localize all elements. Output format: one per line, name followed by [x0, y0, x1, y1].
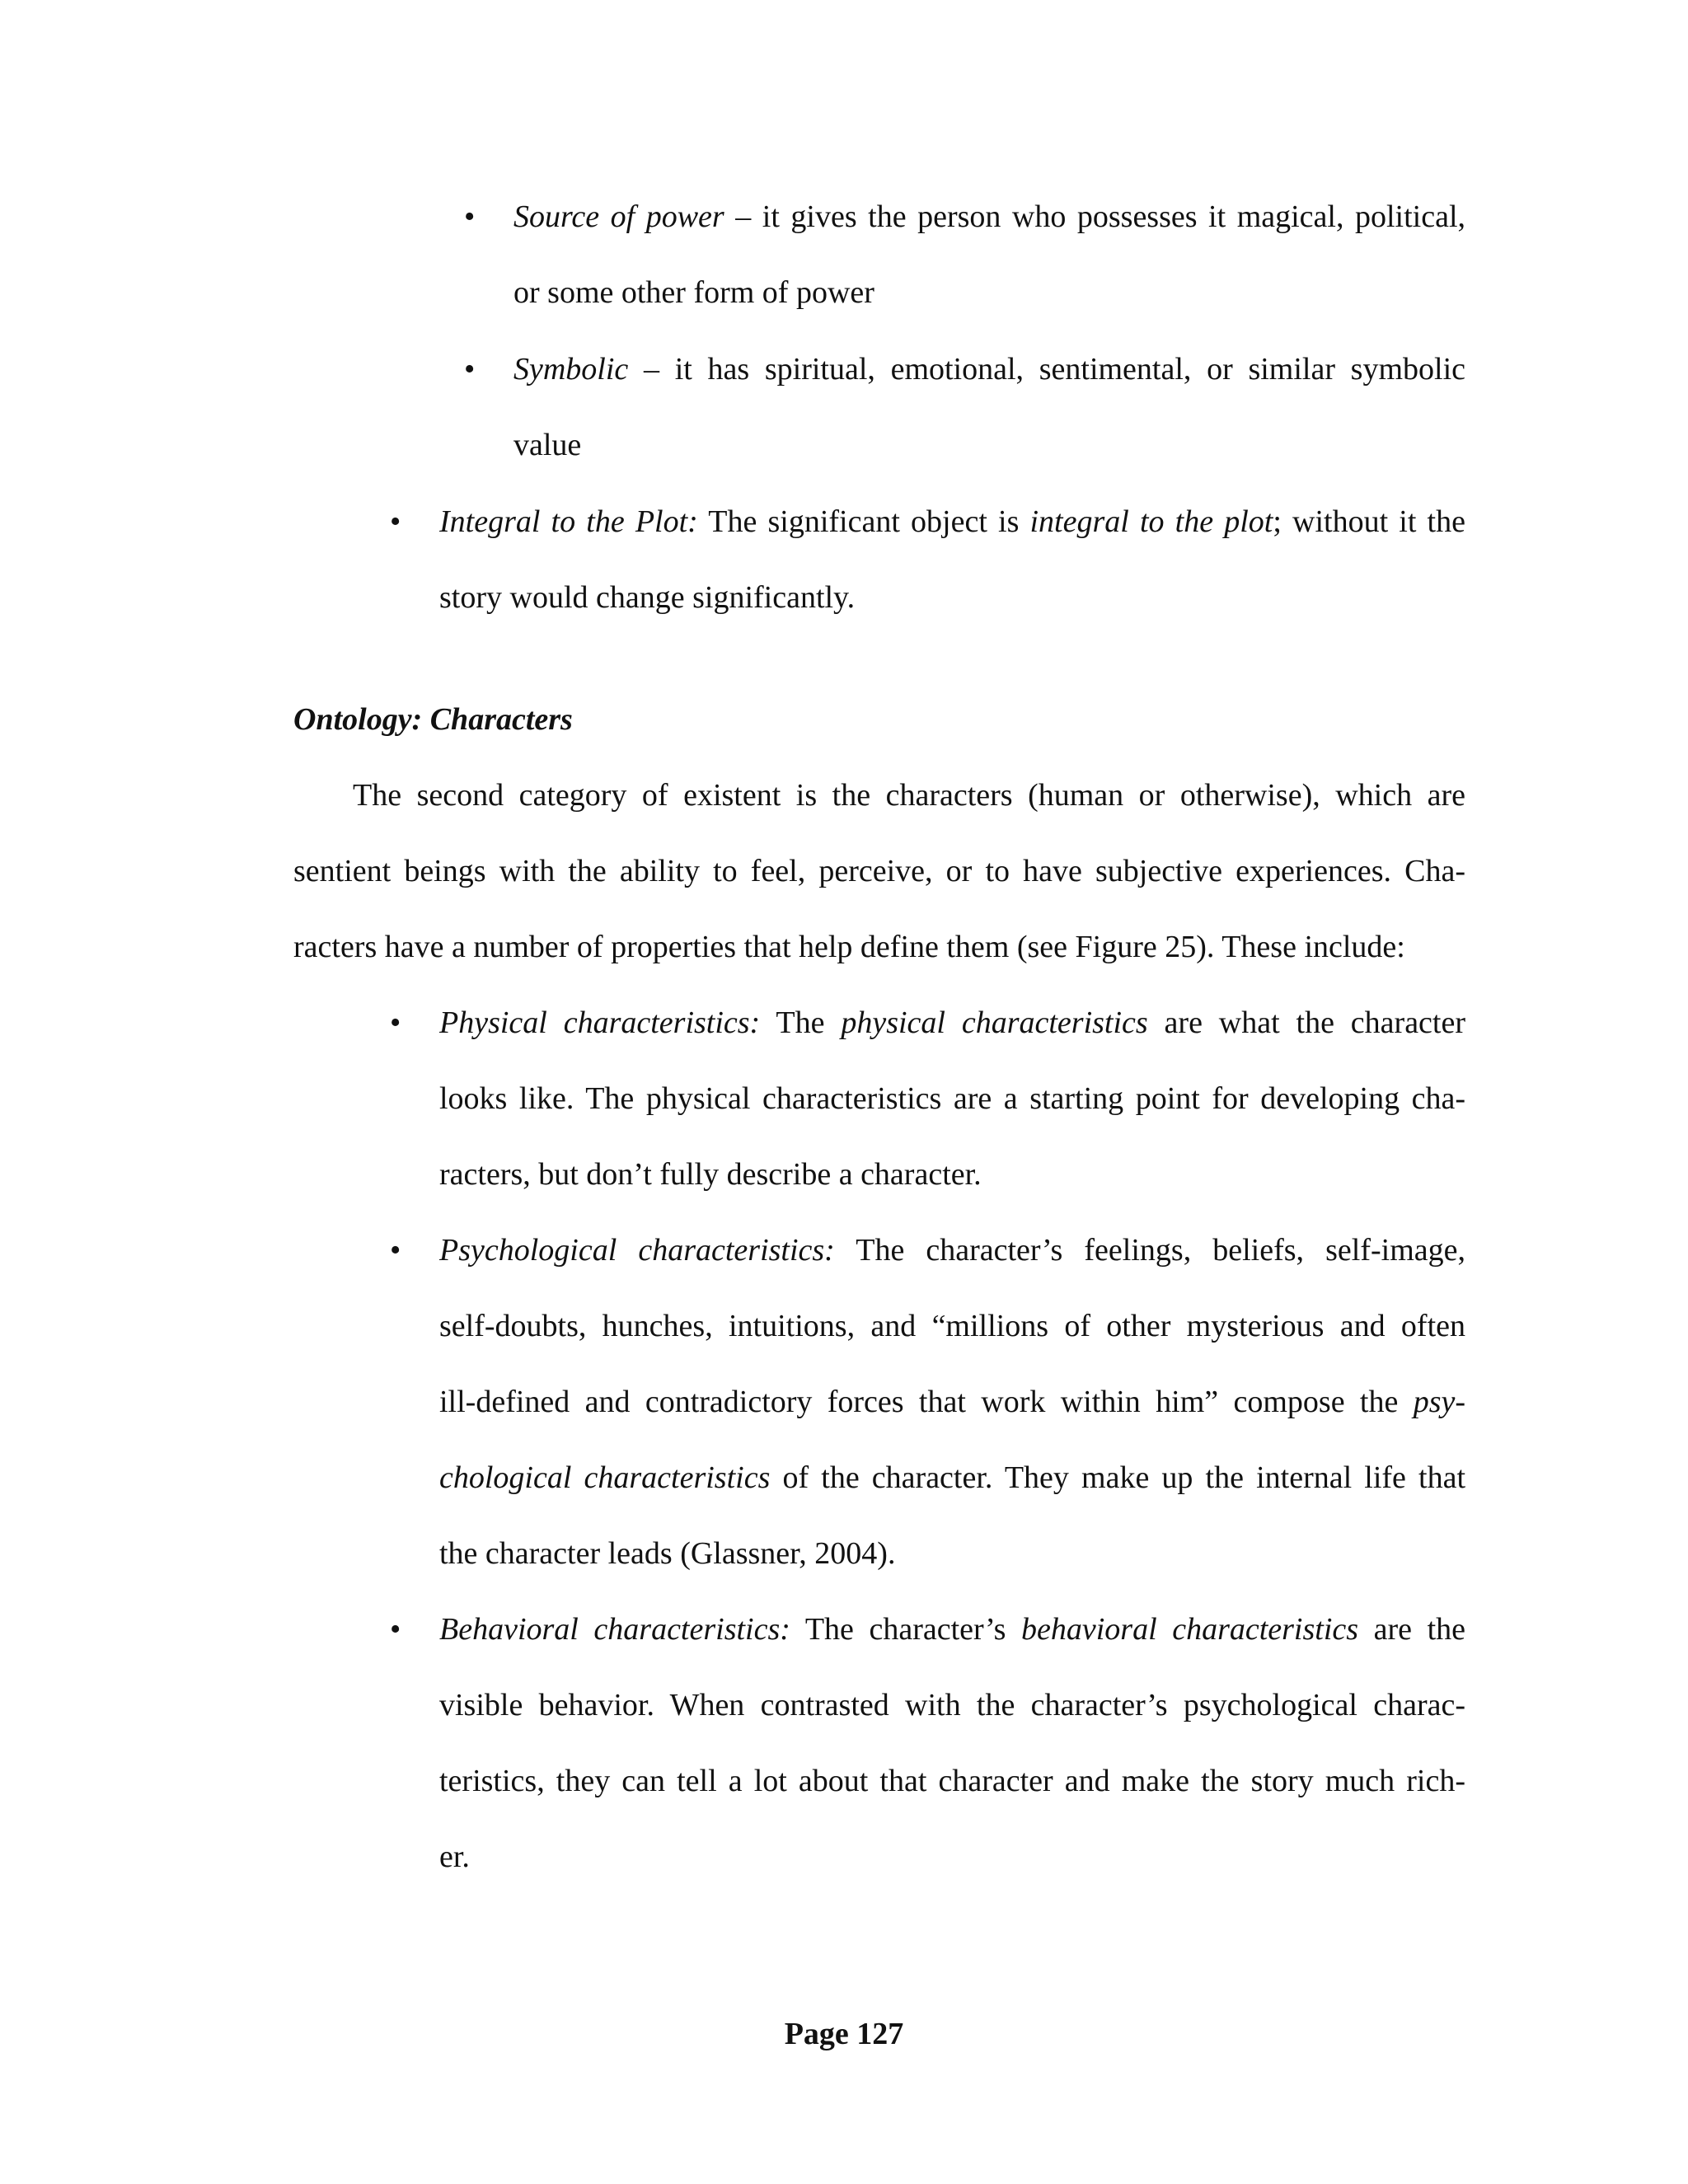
list-item-physical [439, 1004, 1465, 1042]
bullet-glyph: • [464, 199, 476, 234]
item-text-continued: story would change significantly. [439, 580, 856, 615]
paragraph-line: The second category of existent is the characters (human or otherwise), which are [353, 778, 1465, 813]
item-text: ill-defined and contradictory forces that work within him” compose the [439, 1385, 1399, 1419]
item-text: The character’s [804, 1612, 1006, 1647]
bullet-glyph: • [390, 1612, 401, 1647]
list-item-integral-to-plot [439, 503, 1465, 541]
item-text: ; without it the [1273, 504, 1465, 539]
term-behavioral: Behavioral characteristics: [439, 1612, 790, 1647]
term-physical: Physical characteristics: [439, 1005, 761, 1040]
item-text: The [776, 1005, 825, 1040]
item-text: The character’s feelings, beliefs, self-image, [856, 1233, 1465, 1268]
item-text: of the character. They make up the internal life that [782, 1460, 1465, 1495]
list-item-behavioral [439, 1610, 1465, 1648]
item-text-continued: racters, but don’t fully describe a character. [439, 1157, 982, 1192]
term-source-of-power: Source of power [513, 199, 724, 234]
item-emphasis: chological characteristics [439, 1460, 771, 1495]
list-item-symbolic [513, 350, 1465, 388]
term-symbolic: Symbolic [513, 352, 629, 387]
item-emphasis: physical characteristics [841, 1005, 1148, 1040]
list-item-psychological [439, 1231, 1465, 1269]
paragraph-line: sentient beings with the ability to feel, perceive, or to have subjective experiences. Cha- [293, 854, 1465, 888]
item-text-continued [439, 1459, 1465, 1497]
item-text-continued: visible behavior. When contrasted with the character’s psychological charac- [439, 1688, 1465, 1722]
item-text-continued [439, 1383, 1465, 1421]
item-text-continued: self-doubts, hunches, intuitions, and “millions of other mysterious and often [439, 1309, 1465, 1343]
bullet-glyph: • [390, 1233, 401, 1268]
item-text-continued: teristics, they can tell a lot about that character and make the story much rich- [439, 1764, 1465, 1798]
section-heading: Ontology: Characters [293, 702, 573, 737]
item-emphasis: psy- [1413, 1385, 1466, 1419]
item-emphasis: behavioral characteristics [1021, 1612, 1359, 1647]
term-psychological: Psychological characteristics: [439, 1233, 835, 1268]
item-text-continued: or some other form of power [513, 275, 874, 310]
item-text-continued: value [513, 428, 582, 462]
paragraph-line: racters have a number of properties that help define them (see Figure 25). These include: [293, 930, 1405, 964]
bullet-glyph: • [464, 352, 476, 387]
bullet-glyph: • [390, 1005, 401, 1040]
item-text-continued: the character leads (Glassner, 2004). [439, 1536, 896, 1571]
list-item-source-of-power [513, 198, 1465, 236]
item-text: – it has spiritual, emotional, sentimental, or similar symbolic [644, 352, 1466, 387]
item-text-continued: looks like. The physical characteristics are a starting point for developing cha- [439, 1081, 1465, 1116]
page-number: Page 127 [784, 2017, 904, 2051]
item-text: The significant object is [708, 504, 1020, 539]
bullet-glyph: • [390, 504, 401, 539]
item-text-continued: er. [439, 1840, 470, 1874]
term-integral: Integral to the Plot: [439, 504, 698, 539]
item-text: are the [1373, 1612, 1466, 1647]
item-text: – it gives the person who possesses it magical, political, [735, 199, 1466, 234]
item-text: are what the character [1164, 1005, 1465, 1040]
item-emphasis: integral to the plot [1029, 504, 1273, 539]
